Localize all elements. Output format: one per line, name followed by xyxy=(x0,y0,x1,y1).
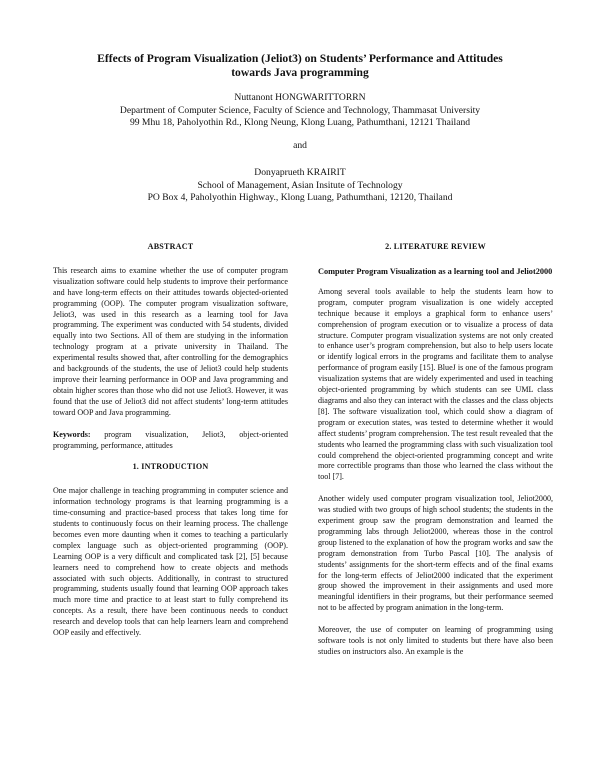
author-address: 99 Mhu 18, Paholyothin Rd., Klong Neung, Klong Luang, Pathumthani, 12121 Thailand xyxy=(129,117,471,128)
author-name: Donyaprueth KRAIRIT xyxy=(254,167,346,178)
author-affiliation: Department of Computer Science, Faculty of Science and Technology, Thammasat University xyxy=(119,104,481,116)
literature-paragraph-3: Moreover, the use of computer on learning of programming using software tools is not only limited to students but there have also been studies on instructors also. An example is the xyxy=(318,625,553,656)
keywords-label: Keywords: xyxy=(53,429,91,439)
literature-heading: 2. LITERATURE REVIEW xyxy=(385,242,486,251)
author-conjunction: and xyxy=(293,140,307,151)
literature-paragraph-2: Another widely used computer program visualization tool, Jeliot2000, was studied with two groups of high school students; the students in the experiment group saw the program demonstration and learned the programming labs through Jeliot2000, whereas those in the control group listened to the explanation of how the program works and saw the program demonstration from Turbo Pascal [10]. The analysis of students’ assignments for the short-term effects and of the final exams for the long-term effects of Jeliot2000 indicated that the experiment group showed the improvement in their assignments and used more meaningful identifiers in their programs, but their performance seemed not to be affected by program animation in the long-term. xyxy=(318,494,553,613)
author-address: PO Box 4, Paholyothin Highway., Klong Luang, Pathumthani, 12120, Thailand xyxy=(147,192,453,203)
right-column xyxy=(318,242,553,669)
paper-title xyxy=(60,52,540,80)
author-block-1 xyxy=(40,92,560,130)
author-name: Nuttanont HONGWARITTORRN xyxy=(234,92,366,103)
literature-subheading: Computer Program Visualization as a learning tool and Jeliot2000 xyxy=(318,266,553,276)
literature-paragraph-1: Among several tools available to help the students learn how to program, computer program visualization is one widely accepted technique because it employs a graphical form to enhance users’ comprehension of program execution or to visualize a process of data structure. Computer program visualization systems are not only created to enhance user’s program comprehension, but also to help users locate or identify logical errors in the programs and facilitate them to analyse performance of program easily [15]. BlueJ is one of the famous program visualization systems that are widely experimented and used in teaching object-oriented programming by which students can see UML class diagrams and also they can interact with the classes and the class objects [8]. The software visualization tool, which could show a diagram of program or execution states, was tested to determine whether it would affect students’ program comprehension. The test result revealed that the students who learned the programming class with such visualization tool could comprehend the object-oriented programming concept and write more correctible programs than those who learned the class without the tool [7]. xyxy=(318,286,553,482)
title-line-1: Effects of Program Visualization (Jeliot3) on Students’ Performance and Attitudes xyxy=(97,52,503,65)
abstract-text: This research aims to examine whether the use of computer program visualization software could help students to improve their performance and have long-term effects on their attitudes towards objected-oriented programming (OOP). The computer program visualization software, Jeliot3, was used in this research as a learning tool for Java programming. The experiment was conducted with 54 students, divided equally into two Sections. All of them are studying in the information technology program at a private university in Thailand. The experimental results showed that, after controlling for the demographics and backgrounds of the students, the use of Jeliot3 could help students improve their learning performance in OOP and Java programming and obtain higher scores than those who did not use Jeliot3. However, it was found that the use of Jeliot3 did not affect students’ long-term attitudes toward OOP and Java programming. xyxy=(53,265,288,417)
keywords xyxy=(53,430,288,452)
author-block-2 xyxy=(40,167,560,205)
abstract-heading: ABSTRACT xyxy=(147,242,194,251)
left-column xyxy=(53,242,288,650)
introduction-text: One major challenge in teaching programming in computer science and information technology programs is that learning programming is a time-consuming and practice-based process that takes long time for students to continuously focus on their learning process. The challenge becomes even more daunting when it comes to teaching a particularly complex language such as object-oriented programming (OOP). Learning OOP is a very difficult and complicated task [2], [5] because learners need to comprehend how to create objects and methods associated with such objects. Additionally, in contrast to structured programming, students usually found that learning OOP approach takes much more time and practice to at least start to fully comprehend its concepts. As a result, there have been continuous needs to conduct research and develop tools that can help learners learn and comprehend OOP easily and effectively. xyxy=(53,486,288,638)
introduction-heading: 1. INTRODUCTION xyxy=(132,462,209,472)
author-affiliation: School of Management, Asian Insitute of Technology xyxy=(197,179,403,191)
title-line-2: towards Java programming xyxy=(231,66,369,79)
keywords-text: program visualization, Jeliot3, object-oriented programming, performance, attitudes xyxy=(53,429,288,450)
